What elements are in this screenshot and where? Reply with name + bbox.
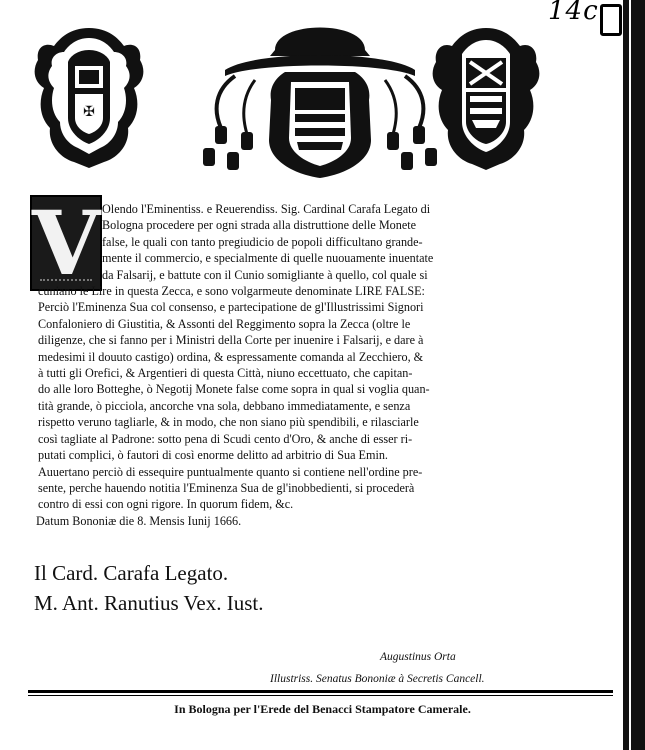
body-line: Confaloniero di Giustitia, & Assonti del Reggimento sopra la Zecca (oltre le xyxy=(38,316,411,331)
signatures xyxy=(34,558,263,618)
body-line: cuniano le Lire in questa Zecca, e sono volgarmeute denominate LIRE FALSE: xyxy=(38,284,425,299)
body-line: do alle loro Botteghe, ò Negotij Monete false come sopra in qual si voglia quan- xyxy=(38,382,430,397)
date-line: Datum Bononiæ die 8. Mensis Iunij 1666. xyxy=(36,513,242,528)
left-crest-icon xyxy=(30,22,148,172)
crest-row xyxy=(0,10,645,185)
body-line: medesimi il douuto castigo) ordina, & espressamente comanda al Zecchiero, & xyxy=(38,349,424,364)
body-line: putati complici, ò fautori di così enorme delitto ad arbitrio di Sua Emin. xyxy=(38,448,388,463)
marginal-note: 14c xyxy=(548,0,599,26)
center-crest-icon xyxy=(195,10,445,180)
body-line: Auuertano perciò di essequire puntualmente quanto si contiene nell'ordine pre- xyxy=(38,464,423,479)
vexillifer-signature: M. Ant. Ranutius Vex. Iust. xyxy=(34,591,264,615)
svg-text:✠: ✠ xyxy=(83,104,95,120)
body-line: tità grande, ò picciola, ancorche vna sola, debbano immediatamente, e senza xyxy=(38,398,411,413)
decree-body xyxy=(38,201,558,529)
divider-thin xyxy=(28,695,613,696)
right-crest-icon xyxy=(426,22,546,172)
divider-thick xyxy=(28,690,613,693)
body-line: contro di essi con ogni rigore. In quorum fidem, &c. xyxy=(38,497,294,512)
secretary-name: Augustinus Orta xyxy=(380,651,456,663)
body-line: diligenze, che si fanno per i Ministri della Corte per inuenire i Falsarij, e dare à xyxy=(38,333,424,348)
body-line: mente il commercio, e specialmente di quelle nuouamente inuentate xyxy=(102,251,434,266)
body-line: Olendo l'Eminentiss. e Reuerendiss. Sig. Cardinal Carafa Legato di xyxy=(102,202,431,216)
body-line: rispetto veruno tagliarle, & in modo, che non siano più spendibili, e rilasciarle xyxy=(38,415,419,430)
official-attestation xyxy=(270,646,485,690)
body-line: à tutti gli Orefici, & Argentieri di questa Città, niuno eccettuato, che capitan- xyxy=(38,366,413,381)
body-line: false, le quali con tanto pregiudicio de popoli difficultano grande- xyxy=(102,234,423,249)
body-line: da Falsarij, e battute con il Cunio somigliante à quello, col quale si xyxy=(102,267,428,282)
body-line: Perciò l'Eminenza Sua col consenso, e partecipatione de gl'Illustrissimi Signori xyxy=(38,300,424,315)
body-line: così tagliate al Padrone: sotto pena di Scudi cento d'Oro, & anche di esser ri- xyxy=(38,431,413,446)
secretary-title: Illustriss. Senatus Bononiæ à Secretis Cancell. xyxy=(270,673,485,685)
printer-imprint: In Bologna per l'Erede del Benacci Stampatore Camerale. xyxy=(174,702,471,716)
body-line: sente, perche hauendo notitia l'Eminenza Sua de gl'inobbedienti, si procederà xyxy=(38,480,415,495)
legate-signature: Il Card. Carafa Legato. xyxy=(34,561,229,585)
drop-cap-letter: V xyxy=(32,191,101,295)
body-line: Bologna procedere per ogni strada alla distruttione delle Monete xyxy=(102,218,417,233)
